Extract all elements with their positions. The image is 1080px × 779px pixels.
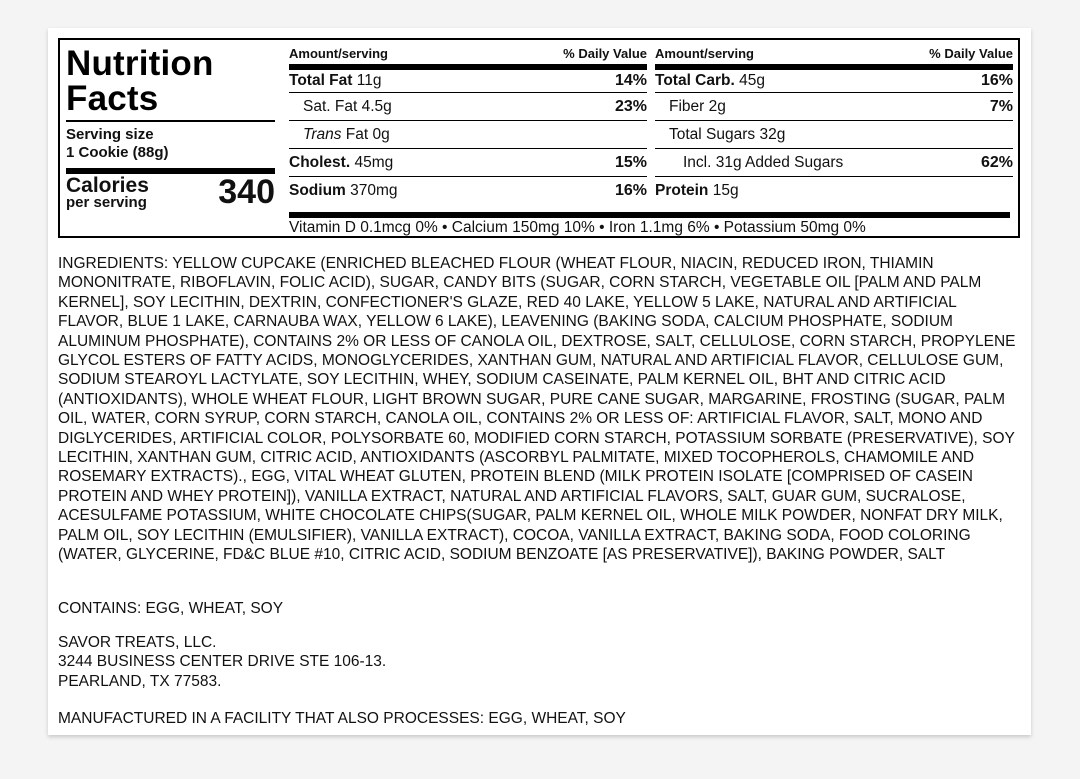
nutrient-name: Cholest. (289, 154, 351, 171)
ingredients-list: INGREDIENTS: YELLOW CUPCAKE (ENRICHED BLEACHED FLOUR (WHEAT FLOUR, NIACIN, REDUCED IRON, THIAMIN MONONITRATE, RIBOFLAVIN, FOLIC ACID), SUGAR, CANDY BITS (SUGAR, CORN STARCH, VEGETABLE OIL [PALM AND PALM KERNEL], SOY LECITHIN, DEXTRIN, CONFECTIONER'S GLAZE, RED 40 LAKE, YELLOW 5 LAKE, NATURAL AND ARTIFICIAL FLAVOR, BLUE 1 LAKE, CARNAUBA WAX, YELLOW 6 LAKE), LEAVENING (BAKING SODA, CALCIUM PHOSPHATE, SODIUM ALUMINUM PHOSPHATE), CONTAINS 2% OR LESS OF CANOLA OIL, DEXTROSE, SALT, CELLULOSE, CORN STARCH, PROPYLENE GLYCOL ESTERS OF FATTY ACIDS, MONOGLYCERIDES, XANTHAN GUM, NATURAL AND ARTIFICIAL FLAVOR, CELLULOSE GUM, SODIUM STEAROYL LACTYLATE, SOY LECITHIN, WHEY, SODIUM CASEINATE, PALM KERNEL OIL, BHT AND CITRIC ACID (ANTIOXIDANTS), WHOLE WHEAT FLOUR, LIGHT BROWN SUGAR, PURE CANE SUGAR, MARGARINE, FROSTING (SUGAR, PALM OIL, WATER, CORN SYRUP, CORN STARCH, CANOLA OIL, CONTAINS 2% OR LESS OF: ARTIFICIAL FLAVOR, SALT, MONO AND DIGLYCERIDES, ARTIFICIAL COLOR, POLYSORBATE 60, MODIFIED CORN STARCH, POTASSIUM SORBATE (PRESERVATIVE), SOY LECITHIN, XANTHAN GUM, CITRIC ACID, ANTIOXIDANTS (ASCORBYL PALMITATE, MIXED TOCOPHEROLS, CHAMOMILE AND ROSEMARY EXTRACTS)., EGG, VITAL WHEAT GLUTEN, PROTEIN BLEND (MILK PROTEIN ISOLATE [COMPRISED OF CASEIN PROTEIN AND WHEY PROTEIN]), VANILLA EXTRACT, NATURAL AND ARTIFICIAL FLAVORS, SALT, GUAR GUM, SUCRALOSE, ACESULFAME POTASSIUM, WHITE CHOCOLATE CHIPS(SUGAR, PALM KERNEL OIL, WHOLE MILK POWDER, NONFAT DRY MILK, PALM OIL, SOY LECITHIN (EMULSIFIER), VANILLA EXTRACT), COCOA, VANILLA EXTRACT, BAKING SODA, FOOD COLORING (WATER, GLYCERINE, FD&C BLUE #10, CITRIC ACID, SODIUM BENZOATE [AS PRESERVATIVE]), BAKING POWDER, SALT (58, 255, 1016, 564)
product-info-card (48, 28, 1031, 735)
nutrient-name: Total Fat (289, 72, 353, 89)
daily-value-header: % Daily Value (929, 46, 1013, 61)
calories-per-serving: per serving (66, 194, 147, 211)
amount-header: Amount/serving (655, 46, 754, 61)
serving-size-label: Serving size (66, 126, 154, 143)
nutrient-dv: 62% (980, 154, 1013, 171)
title-line-1: Nutrition (66, 44, 214, 83)
nutrient-row-protein (655, 176, 1013, 204)
nutrient-row-fiber (655, 92, 1013, 120)
nutrient-row-total-carb (655, 64, 1013, 92)
nutrient-name: Sodium (289, 182, 346, 199)
title-line-2: Facts (66, 79, 159, 118)
calories-value: 340 (218, 173, 275, 211)
address-line-2: 3244 BUSINESS CENTER DRIVE STE 106-13. (58, 653, 387, 671)
nutrient-row-sat-fat (289, 92, 647, 120)
nutrition-facts-label (58, 38, 1020, 238)
vitamins-minerals: Vitamin D 0.1mcg 0% • Calcium 150mg 10% • Iron 1.1mg 6% • Potassium 50mg 0% (289, 219, 866, 236)
nutrient-amount: 370mg (350, 182, 398, 199)
vitamins-divider (289, 212, 1010, 218)
nutrient-row-total-sugars (655, 120, 1013, 148)
nutrient-name: Sat. Fat (303, 98, 358, 115)
facility-statement: MANUFACTURED IN A FACILITY THAT ALSO PROCESSES: EGG, WHEAT, SOY (58, 710, 626, 727)
nutrient-name: Incl. 31g Added Sugars (683, 154, 844, 171)
nutrient-amount: Fat 0g (345, 126, 390, 143)
column-header (655, 46, 1013, 62)
nutrient-name: Fiber (669, 98, 705, 115)
amount-header: Amount/serving (289, 46, 388, 61)
nutrient-dv: 16% (980, 72, 1013, 89)
serving-size-value: 1 Cookie (88g) (66, 144, 169, 161)
nutrient-name: Total Carb. (655, 72, 735, 89)
nutrient-dv: 7% (989, 98, 1013, 115)
nutrient-name: Total Sugars (669, 126, 756, 143)
nutrient-row-total-fat (289, 64, 647, 92)
nutrient-name: Protein (655, 182, 709, 199)
nutrient-row-cholesterol (289, 148, 647, 176)
title-divider (66, 120, 275, 122)
nutrient-row-added-sugars (655, 148, 1013, 176)
nutrition-facts-title (66, 46, 275, 116)
nutrient-dv: 16% (614, 182, 647, 199)
column-header (289, 46, 647, 62)
nutrient-amount: 45g (739, 72, 765, 89)
daily-value-header: % Daily Value (563, 46, 647, 61)
nutrient-row-trans-fat (289, 120, 647, 148)
calories-label: Calories (66, 174, 149, 197)
nutrient-dv: 14% (614, 72, 647, 89)
nutrient-amount: 15g (712, 182, 739, 199)
nutrient-amount: 11g (356, 72, 382, 89)
nutrient-dv: 23% (614, 98, 647, 115)
nutrient-amount: 2g (708, 98, 726, 115)
address-line-1: SAVOR TREATS, LLC. (58, 634, 217, 651)
address-line-3: PEARLAND, TX 77583. (58, 672, 222, 690)
serving-size (66, 126, 275, 162)
allergen-statement: CONTAINS: EGG, WHEAT, SOY (58, 600, 284, 617)
manufacturer-address (58, 633, 1022, 691)
nutrient-amount: 45mg (354, 154, 394, 171)
nutrient-row-sodium (289, 176, 647, 204)
nutrient-name: Trans (303, 126, 342, 143)
nutrient-dv: 15% (614, 154, 647, 171)
nutrient-amount: 4.5g (361, 98, 392, 115)
nutrient-amount: 32g (759, 126, 786, 143)
